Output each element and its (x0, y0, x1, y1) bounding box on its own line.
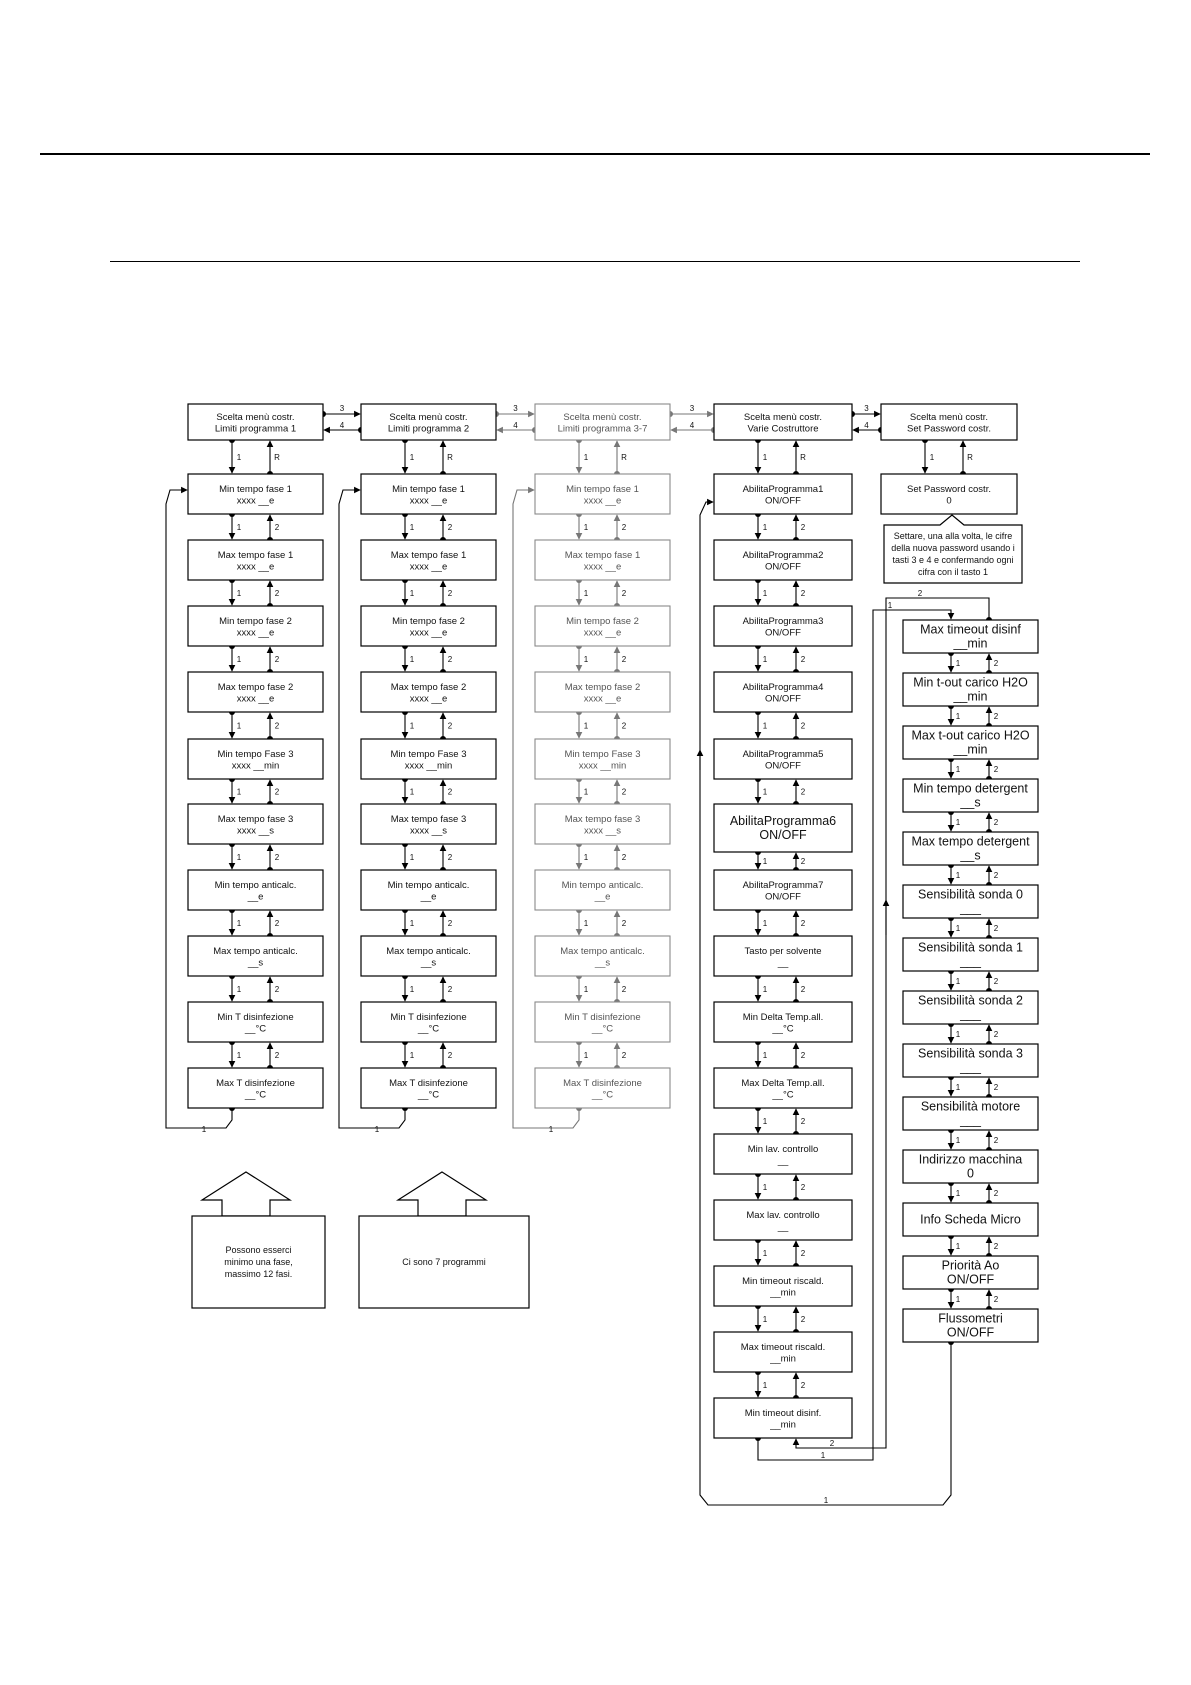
callout-phases-text: minimo una fase, (224, 1257, 293, 1267)
menu-node-col1-4-text-0: Max tempo fase 2 (217, 681, 294, 693)
connector-label-prev: 2 (993, 659, 999, 668)
connector-label-prev: 2 (274, 985, 280, 994)
to-extra-label-top: 1 (887, 601, 893, 610)
menu-node-col2-5-text-0: Min tempo Fase 3 (390, 748, 467, 760)
connector-label-prev: R (621, 453, 627, 462)
connector-label-prev: 2 (993, 1136, 999, 1145)
menu-node-col1-3-text-1: xxxx __e (236, 627, 275, 639)
connector-label-prev: 2 (274, 1051, 280, 1060)
connector-label-prev: 2 (800, 985, 806, 994)
connector-label-prev: 2 (621, 919, 627, 928)
connector-label-next: 1 (955, 765, 961, 774)
callout-programs-arrow (398, 1172, 486, 1216)
menu-node-col4-6-text-0: AbilitaProgramma6 (729, 814, 837, 828)
menu-node-col2-2-text-0: Max tempo fase 1 (390, 549, 467, 561)
connector-label-next: 1 (955, 924, 961, 933)
connector-label-prev: 2 (447, 589, 453, 598)
menu-node-col4-14-text-0: Max timeout riscald. (740, 1341, 826, 1353)
menu-node-col4-5-text-0: AbilitaProgramma5 (742, 748, 824, 760)
connector-label-next: 1 (409, 853, 415, 862)
connector-label-next: 1 (955, 1083, 961, 1092)
connector-label-next: 1 (236, 787, 242, 797)
menu-node-col1-8-text-0: Max tempo anticalc. (213, 945, 298, 957)
menu-node-col3-8-text-0: Max tempo anticalc. (560, 945, 645, 957)
loop-label: 1 (201, 1125, 207, 1134)
header-node-col4-text-1: Varie Costruttore (747, 423, 819, 435)
connector-label-prev: 2 (800, 1183, 806, 1192)
connector-label-next: 1 (409, 721, 415, 731)
connector-label-next: 1 (583, 787, 589, 797)
menu-node-extra-11-text-1: 0 (967, 1166, 974, 1181)
connector-label-next: 1 (762, 857, 768, 866)
connector-label-next: 1 (955, 871, 961, 880)
callout-phases-text: Possono esserci (225, 1245, 292, 1255)
connector-label-next: 1 (762, 985, 768, 994)
menu-node-col4-3-text-0: AbilitaProgramma3 (742, 615, 824, 627)
menu-node-col4-11-text-1: __ (777, 1155, 789, 1167)
connector-label-prev: 2 (447, 655, 453, 664)
menu-node-extra-4-text-0: Min tempo detergent (913, 781, 1028, 796)
connector-label-prev: 2 (621, 655, 627, 664)
menu-node-extra-5-text-1: __s (960, 848, 981, 863)
connector-label-prev: 2 (993, 712, 999, 721)
menu-node-col2-6-text-0: Max tempo fase 3 (390, 813, 467, 825)
menu-node-col4-13-text-0: Min timeout riscald. (742, 1275, 824, 1287)
connector-label-prev: 2 (447, 985, 453, 994)
menu-node-col3-4-text-1: xxxx __e (583, 693, 622, 705)
connector-label-prev: 2 (447, 523, 453, 532)
menu-node-col4-7-text-0: AbilitaProgramma7 (742, 879, 824, 891)
connector-label-next: 1 (762, 787, 768, 797)
from-extra-label-top: 2 (917, 589, 923, 598)
connector-label-prev: 2 (621, 589, 627, 598)
connector-label-prev: 2 (993, 1242, 999, 1251)
menu-node-col4-1-text-0: AbilitaProgramma1 (742, 483, 824, 495)
menu-node-extra-13-text-1: ON/OFF (946, 1272, 995, 1287)
connector-label-next: 1 (583, 919, 589, 928)
menu-node-extra-2-text-0: Min t-out carico H2O (913, 675, 1028, 690)
menu-node-col4-7-text-1: ON/OFF (765, 891, 801, 903)
menu-node-extra-6-text-1: ___ (960, 901, 981, 916)
connector-label-prev: 2 (621, 853, 627, 862)
menu-node-col1-3-text-0: Min tempo fase 2 (219, 615, 292, 627)
connector-label-prev: 2 (621, 523, 627, 532)
menu-node-col3-7-text-0: Min tempo anticalc. (561, 879, 644, 891)
connector-label-prev: 2 (447, 787, 453, 797)
callout-phases-text: massimo 12 fasi. (224, 1269, 293, 1279)
menu-node-col1-1-text-1: xxxx __e (236, 495, 275, 507)
menu-node-col4-15-text-0: Min timeout disinf. (744, 1407, 822, 1419)
menu-node-col1-10-text-0: Max T disinfezione (216, 1077, 295, 1089)
connector-label-prev: 2 (993, 1030, 999, 1039)
connector-label-next: 1 (583, 853, 589, 862)
menu-node-col3-7-text-1: __e (594, 891, 611, 903)
menu-node-extra-14-text-0: Flussometri (938, 1311, 1003, 1326)
menu-node-col3-6-text-1: xxxx __s (584, 825, 621, 837)
connector-label-prev: R (447, 453, 453, 462)
menu-node-col3-3-text-0: Min tempo fase 2 (566, 615, 639, 627)
header-label-left: 4 (689, 421, 695, 430)
menu-node-col4-9-text-1: __°C (772, 1023, 794, 1035)
menu-node-extra-1-text-1: __min (953, 636, 988, 651)
menu-node-extra-3-text-0: Max t-out carico H2O (911, 728, 1030, 743)
menu-node-col4-14-text-1: __min (770, 1353, 796, 1365)
connector-label-next: 1 (762, 1315, 768, 1324)
password-note-line: cifra con il tasto 1 (917, 567, 989, 577)
connector-label-prev: 2 (621, 1051, 627, 1060)
menu-node-col3-1-text-0: Min tempo fase 1 (566, 483, 639, 495)
connector-label-next: 1 (955, 1189, 961, 1198)
connector-label-next: 1 (955, 1242, 961, 1251)
connector-label-next: 1 (762, 523, 768, 532)
connector-label-next: 1 (236, 853, 242, 862)
menu-node-col3-10-text-0: Max T disinfezione (563, 1077, 642, 1089)
connector-label-prev: 2 (274, 589, 280, 598)
connector-label-next: 1 (409, 589, 415, 598)
menu-node-extra-2-text-1: __min (953, 689, 988, 704)
connector-label-next: 1 (955, 712, 961, 721)
set-password-node-text-1: 0 (946, 495, 952, 507)
connector-label-prev: 2 (274, 919, 280, 928)
from-extra-label: 2 (829, 1439, 835, 1448)
menu-node-col2-2-text-1: xxxx __e (409, 561, 448, 573)
connector-label-next: 1 (762, 1117, 768, 1126)
connector-label-prev: 2 (621, 985, 627, 994)
connector-label-next: 1 (409, 453, 415, 462)
callout-phases-arrow (202, 1172, 290, 1216)
menu-node-col3-5-text-1: xxxx __min (578, 760, 627, 772)
menu-node-col2-3-text-1: xxxx __e (409, 627, 448, 639)
connector-label-next: 1 (409, 919, 415, 928)
menu-node-extra-9-text-1: ___ (960, 1060, 981, 1075)
connector-label-prev: 2 (274, 787, 280, 797)
to-extra-label: 1 (820, 1451, 826, 1460)
connector-label-next: 1 (236, 655, 242, 664)
menu-node-col3-9-text-1: __°C (591, 1023, 614, 1035)
menu-node-col2-10-text-1: __°C (417, 1089, 440, 1101)
connector-label-next: 1 (762, 453, 768, 462)
header-node-col4-text-0: Scelta menù costr. (743, 411, 823, 423)
connector-label-next: 1 (583, 589, 589, 598)
connector-label-prev: 2 (274, 523, 280, 532)
connector-label-prev: 2 (993, 871, 999, 880)
connector-label-prev: 2 (800, 721, 806, 731)
connector-label-next: 1 (409, 1051, 415, 1060)
menu-node-col1-6-text-1: xxxx __s (237, 825, 274, 837)
menu-node-col1-7-text-1: __e (247, 891, 264, 903)
menu-node-col1-2-text-1: xxxx __e (236, 561, 275, 573)
menu-node-col4-2-text-0: AbilitaProgramma2 (742, 549, 824, 561)
menu-node-col4-4-text-0: AbilitaProgramma4 (742, 681, 824, 693)
menu-node-col3-10-text-1: __°C (591, 1089, 614, 1101)
loop-extra-label: 1 (823, 1496, 829, 1505)
menu-node-extra-7-text-1: ___ (960, 954, 981, 969)
menu-node-extra-7-text-0: Sensibilità sonda 1 (918, 940, 1023, 955)
password-note-line: Settare, una alla volta, le cifre (893, 531, 1013, 541)
connector-label-prev: R (967, 453, 973, 462)
connector-label-next: 1 (236, 589, 242, 598)
header-label-right: 3 (689, 404, 695, 413)
connector-label-prev: 2 (993, 1083, 999, 1092)
menu-node-col4-11-text-0: Min lav. controllo (747, 1143, 819, 1155)
password-note-line: della nuova password usando i (891, 543, 1015, 553)
menu-node-col3-9-text-0: Min T disinfezione (564, 1011, 641, 1023)
connector-label-next: 1 (762, 721, 768, 731)
connector-label-prev: R (800, 453, 806, 462)
connector-label-prev: 2 (993, 924, 999, 933)
set-password-node-text-0: Set Password costr. (907, 483, 991, 495)
menu-node-extra-14-text-1: ON/OFF (946, 1325, 995, 1340)
menu-node-extra-3-text-1: __min (953, 742, 988, 757)
menu-node-col3-3-text-1: xxxx __e (583, 627, 622, 639)
connector-label-next: 1 (955, 1295, 961, 1304)
menu-node-col3-6-text-0: Max tempo fase 3 (564, 813, 641, 825)
connector-label-next: 1 (409, 985, 415, 994)
menu-node-extra-4-text-1: __s (960, 795, 981, 810)
menu-node-col3-8-text-1: __s (594, 957, 611, 969)
connector-label-next: 1 (409, 523, 415, 532)
connector-label-prev: 2 (800, 1117, 806, 1126)
menu-node-col2-4-text-1: xxxx __e (409, 693, 448, 705)
connector-label-prev: 2 (447, 721, 453, 731)
connector-label-next: 1 (236, 985, 242, 994)
menu-node-extra-6-text-0: Sensibilità sonda 0 (918, 887, 1023, 902)
connector-label-next: 1 (762, 1051, 768, 1060)
header-node-col5-text-0: Scelta menù costr. (909, 411, 989, 423)
menu-node-col1-9-text-1: __°C (244, 1023, 267, 1035)
header-label-left: 4 (339, 421, 345, 430)
menu-node-col1-6-text-0: Max tempo fase 3 (217, 813, 294, 825)
connector-label-next: 1 (955, 818, 961, 827)
connector-label-prev: 2 (274, 853, 280, 862)
menu-node-col2-4-text-0: Max tempo fase 2 (390, 681, 467, 693)
connector-label-next: 1 (955, 977, 961, 986)
connector-label-next: 1 (236, 1051, 242, 1060)
connector-label-prev: 2 (800, 919, 806, 928)
connector-label-prev: R (274, 453, 280, 462)
menu-node-col1-8-text-1: __s (247, 957, 264, 969)
header-node-col5-text-1: Set Password costr. (907, 423, 991, 435)
connector-label-next: 1 (409, 655, 415, 664)
menu-node-col3-4-text-0: Max tempo fase 2 (564, 681, 641, 693)
menu-node-col4-10-text-1: __°C (772, 1089, 794, 1101)
menu-node-col1-9-text-0: Min T disinfezione (217, 1011, 294, 1023)
loop-label: 1 (374, 1125, 380, 1134)
password-note-line: tasti 3 e 4 e confermando ogni (892, 555, 1014, 565)
connector-label-prev: 2 (800, 857, 806, 866)
header-label-left: 4 (864, 421, 869, 430)
header-label-right: 3 (513, 404, 518, 413)
menu-node-col2-10-text-0: Max T disinfezione (389, 1077, 468, 1089)
connector-label-next: 1 (955, 659, 961, 668)
menu-node-col1-5-text-1: xxxx __min (231, 760, 280, 772)
connector-label-next: 1 (762, 589, 768, 598)
connector-label-next: 1 (583, 985, 589, 994)
menu-node-extra-8-text-1: ___ (960, 1007, 981, 1022)
connector-label-next: 1 (955, 1030, 961, 1039)
connector-label-prev: 2 (800, 589, 806, 598)
connector-label-prev: 2 (800, 655, 806, 664)
menu-node-col4-4-text-1: ON/OFF (765, 693, 801, 705)
menu-node-col4-1-text-1: ON/OFF (765, 495, 801, 507)
connector-label-next: 1 (236, 523, 242, 532)
menu-node-col3-1-text-1: xxxx __e (583, 495, 622, 507)
menu-node-col2-1-text-0: Min tempo fase 1 (392, 483, 465, 495)
connector-label-prev: 2 (274, 655, 280, 664)
menu-node-col4-10-text-0: Max Delta Temp.all. (741, 1077, 825, 1089)
connector-label-next: 1 (762, 1381, 768, 1390)
header-node-col3-text-0: Scelta menù costr. (563, 411, 642, 423)
menu-node-col2-8-text-1: __s (420, 957, 437, 969)
header-node-col3-text-1: Limiti programma 3-7 (557, 423, 648, 435)
connector-label-next: 1 (955, 1136, 961, 1145)
menu-node-extra-12-text-0: Info Scheda Micro (920, 1212, 1021, 1227)
connector-label-prev: 2 (993, 765, 999, 774)
connector-label-next: 1 (583, 1051, 589, 1060)
connector-label-prev: 2 (800, 1381, 806, 1390)
callout-programs-text: Ci sono 7 programmi (402, 1257, 486, 1267)
menu-node-col1-1-text-0: Min tempo fase 1 (219, 483, 292, 495)
connector-label-next: 1 (762, 1249, 768, 1258)
menu-node-col2-5-text-1: xxxx __min (404, 760, 453, 772)
connector-label-next: 1 (583, 523, 589, 532)
menu-node-col4-6-text-1: ON/OFF (759, 828, 807, 842)
connector-label-next: 1 (929, 453, 935, 462)
menu-node-col2-7-text-0: Min tempo anticalc. (387, 879, 470, 891)
menu-node-col3-5-text-0: Min tempo Fase 3 (564, 748, 641, 760)
connector-label-prev: 2 (993, 1189, 999, 1198)
header-node-col2-text-1: Limiti programma 2 (387, 423, 470, 435)
connector-label-next: 1 (236, 721, 242, 731)
connector-label-prev: 2 (447, 853, 453, 862)
connector-label-next: 1 (762, 655, 768, 664)
menu-node-col2-3-text-0: Min tempo fase 2 (392, 615, 465, 627)
connector-label-next: 1 (236, 919, 242, 928)
connector-label-prev: 2 (993, 818, 999, 827)
connector-label-next: 1 (762, 919, 768, 928)
header-node-col1-text-0: Scelta menù costr. (216, 411, 295, 423)
menu-node-col4-8-text-1: __ (777, 957, 789, 969)
menu-node-col1-2-text-0: Max tempo fase 1 (217, 549, 294, 561)
menu-node-col4-15-text-1: __min (770, 1419, 796, 1431)
menu-node-col4-8-text-0: Tasto per solvente (744, 945, 822, 957)
menu-node-col4-12-text-0: Max lav. controllo (746, 1209, 820, 1221)
menu-node-col2-6-text-1: xxxx __s (410, 825, 447, 837)
connector-label-prev: 2 (800, 787, 806, 797)
menu-node-col4-3-text-1: ON/OFF (765, 627, 801, 639)
connector-label-prev: 2 (621, 721, 627, 731)
menu-node-extra-1-text-0: Max timeout disinf (920, 622, 1021, 637)
menu-node-col1-7-text-0: Min tempo anticalc. (214, 879, 297, 891)
menu-node-extra-9-text-0: Sensibilità sonda 3 (918, 1046, 1023, 1061)
connector-label-next: 1 (583, 655, 589, 664)
connector-label-next: 1 (409, 787, 415, 797)
connector-label-prev: 2 (993, 977, 999, 986)
header-label-right: 3 (864, 404, 869, 413)
connector-label-prev: 2 (800, 523, 806, 532)
loop-label: 1 (548, 1125, 554, 1134)
connector-label-next: 1 (236, 453, 242, 462)
menu-node-col2-9-text-1: __°C (417, 1023, 440, 1035)
menu-node-extra-5-text-0: Max tempo detergent (911, 834, 1030, 849)
connector-label-prev: 2 (800, 1051, 806, 1060)
connector-label-prev: 2 (800, 1315, 806, 1324)
header-label-left: 4 (513, 421, 518, 430)
menu-node-col1-5-text-0: Min tempo Fase 3 (217, 748, 294, 760)
menu-node-col3-2-text-0: Max tempo fase 1 (564, 549, 641, 561)
connector-label-prev: 2 (447, 919, 453, 928)
menu-node-extra-10-text-1: ___ (960, 1113, 981, 1128)
menu-node-col4-13-text-1: __min (770, 1287, 796, 1299)
menu-node-col4-9-text-0: Min Delta Temp.all. (742, 1011, 824, 1023)
menu-node-extra-10-text-0: Sensibilità motore (920, 1099, 1021, 1114)
header-node-col2-text-0: Scelta menù costr. (389, 411, 468, 423)
connector-label-prev: 2 (800, 1249, 806, 1258)
connector-label-prev: 2 (993, 1295, 999, 1304)
connector-label-prev: 2 (621, 787, 627, 797)
menu-node-extra-11-text-0: Indirizzo macchina (918, 1152, 1023, 1167)
connector-label-prev: 2 (447, 1051, 453, 1060)
header-node-col1-text-1: Limiti programma 1 (214, 423, 297, 435)
menu-node-col1-10-text-1: __°C (244, 1089, 267, 1101)
connector-label-prev: 2 (274, 721, 280, 731)
menu-node-extra-8-text-0: Sensibilità sonda 2 (918, 993, 1023, 1008)
menu-node-col4-12-text-1: __ (777, 1221, 789, 1233)
menu-node-col4-5-text-1: ON/OFF (765, 760, 801, 772)
menu-node-col2-1-text-1: xxxx __e (409, 495, 448, 507)
menu-node-col1-4-text-1: xxxx __e (236, 693, 275, 705)
menu-node-extra-13-text-0: Priorità Ao (941, 1258, 1000, 1273)
menu-node-col2-7-text-1: __e (420, 891, 437, 903)
menu-node-col2-8-text-0: Max tempo anticalc. (386, 945, 471, 957)
connector-label-next: 1 (583, 721, 589, 731)
connector-label-next: 1 (762, 1183, 768, 1192)
menu-node-col2-9-text-0: Min T disinfezione (390, 1011, 467, 1023)
menu-node-col3-2-text-1: xxxx __e (583, 561, 622, 573)
header-label-right: 3 (339, 404, 345, 413)
menu-node-col4-2-text-1: ON/OFF (765, 561, 801, 573)
connector-label-next: 1 (583, 453, 589, 462)
